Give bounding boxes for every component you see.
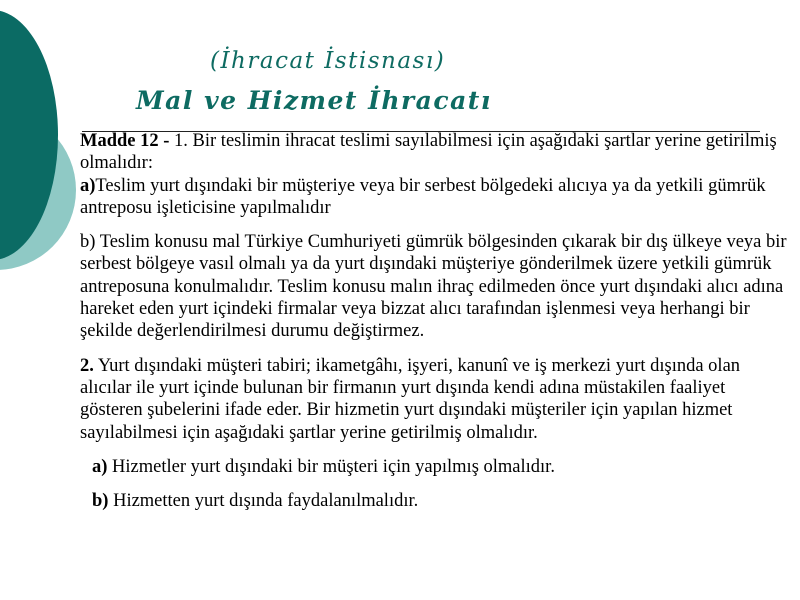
slide-title: Mal ve Hizmet İhracatı xyxy=(136,86,492,115)
paragraph-madde-12 xyxy=(80,130,792,175)
section-label-2: 2. xyxy=(80,355,94,376)
paragraph-text: Hizmetler yurt dışındaki bir müşteri için yapılmış olmalıdır. xyxy=(107,456,555,477)
slide-subtitle: (İhracat İstisnası) xyxy=(210,48,446,74)
paragraph-text: Yurt dışındaki müşteri tabiri; ikametgâhı, işyeri, kanunî ve iş merkezi yurt dışında olan alıcılar ile yurt içinde bulunan bir firmanın yurt dışında kendi adına müstakilen faaliyet gösteren şubelerini ifade eder. Bir hizmetin yurt dışındaki müşteriler için yapılan hizmet sayılabilmesi için aşağıdaki şartlar yerine getirilmiş olmalıdır. xyxy=(80,355,741,443)
article-label: Madde 12 - xyxy=(80,131,170,151)
paragraph-text: Teslim yurt dışındaki bir müşteriye veya bir serbest bölgedeki alıcıya ya da yetkili gümrük antreposu işleticisine yapılmalıdır xyxy=(80,175,766,218)
paragraph-condition-a xyxy=(80,175,792,220)
paragraph-condition-b: b) Teslim konusu mal Türkiye Cumhuriyeti gümrük bölgesinden çıkarak bir dış ülkeye veya bir serbest bölgeye vasıl olmalı ya da yurt dışındaki müşteriye gönderilmek üzere yetkili gümrük antreposuna konulmalıdır. Teslim konusu malın ihraç edilmeden önce yurt dışındaki alıcı adına hareket eden yurt içindeki firmalar veya bizzat alıcı tarafından işlenmesi veya herhangi bir şekilde değerlendirilmesi durumu değiştirmez. xyxy=(80,232,787,342)
slide-body xyxy=(80,130,792,512)
paragraph-service-b xyxy=(80,490,792,512)
paragraph-text: 1. Bir teslimin ihracat teslimi sayılabilmesi için aşağıdaki şartlar yerine getirilmiş olmalıdır: xyxy=(80,131,777,174)
paragraph-text: Hizmetten yurt dışında faydalanılmalıdır. xyxy=(108,491,419,512)
item-label-b: b) xyxy=(92,491,109,512)
paragraph-service-a xyxy=(80,456,792,478)
paragraph-section-2 xyxy=(80,355,792,444)
item-label-a: a) xyxy=(92,456,108,477)
item-label-a: a) xyxy=(80,175,96,196)
